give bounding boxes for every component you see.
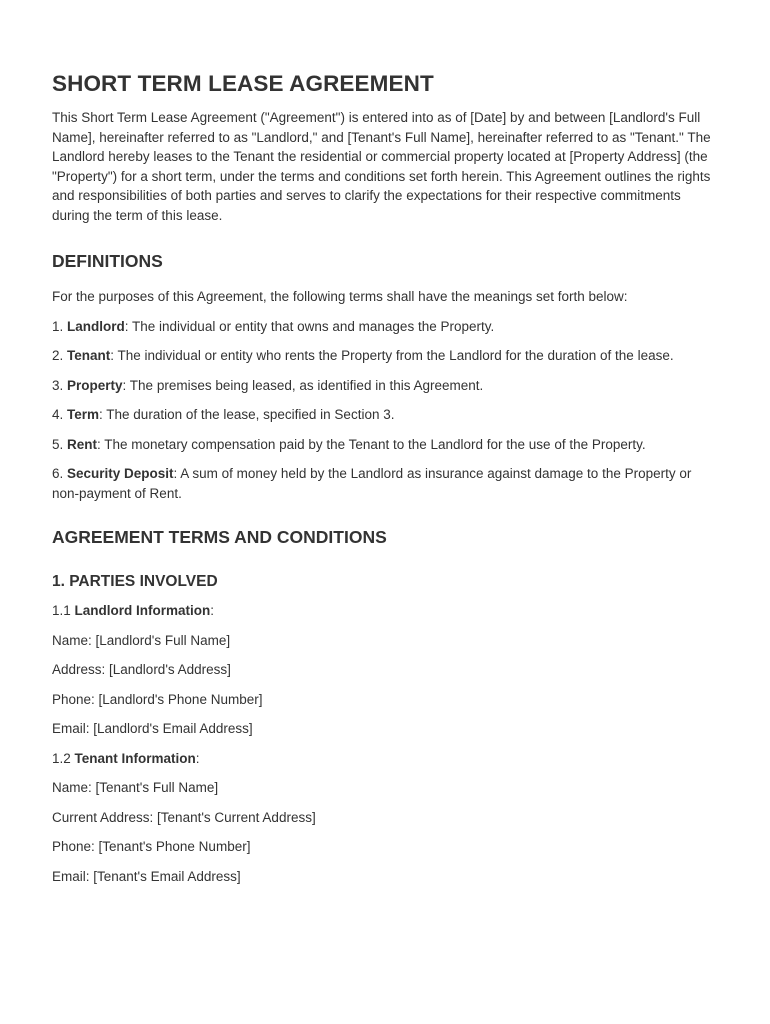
tenant-phone-field: Phone: [Tenant's Phone Number] [52, 839, 251, 854]
section-suffix: : [195, 750, 200, 766]
document-title: SHORT TERM LEASE AGREEMENT [52, 71, 434, 96]
definition-number: 4. [52, 407, 68, 422]
definitions-heading: DEFINITIONS [52, 251, 163, 271]
definition-number: 1. [52, 318, 68, 334]
definition-term: Landlord [67, 318, 125, 334]
landlord-phone-field: Phone: [Landlord's Phone Number] [52, 691, 263, 707]
tenant-email-field: Email: [Tenant's Email Address] [52, 868, 241, 884]
definition-text: : The monetary compensation paid by the Tenant to the Landlord for the use of the Property. [97, 436, 646, 452]
definition-text: : A sum of money held by the Landlord as insurance against damage to the Property or non-payment of Rent. [52, 466, 692, 501]
definition-number: 3. [52, 377, 68, 393]
intro-paragraph: This Short Term Lease Agreement ("Agreement") is entered into as of [Date] by and between [Landlord's Full Name], hereinafter referred to as "Landlord," and [Tenant's Full Name], hereinafter referred to as "Tenant." The Landlord hereby leases to the Tenant the residential or commercial property located at [Property Address] (the "Property") for a short term, under the terms and conditions set forth herein. This Agreement outlines the rights and responsibilities of both parties and serves to clarify the expectations for their respective commitments during the term of this lease. [52, 110, 711, 223]
definition-text: : The individual or entity that owns and manages the Property. [124, 318, 495, 334]
definition-text: : The premises being leased, as identified in this Agreement. [122, 377, 484, 393]
definition-item-rent [52, 435, 712, 455]
tenant-info-heading [52, 749, 712, 769]
definitions-lead: For the purposes of this Agreement, the following terms shall have the meanings set forth below: [52, 289, 628, 304]
definition-item-property [52, 376, 712, 396]
section-label: Landlord Information [74, 603, 211, 618]
definition-item-term [52, 405, 712, 425]
section-number: 1.1 [52, 603, 75, 618]
definition-text: : The individual or entity who rents the Property from the Landlord for the duration of the lease. [110, 348, 674, 363]
document-page [52, 70, 712, 886]
definition-term: Security Deposit [67, 466, 174, 481]
definition-term: Tenant [67, 348, 111, 363]
definition-term: Property [67, 377, 123, 393]
definition-item-tenant [52, 346, 712, 366]
definition-term: Term [67, 407, 100, 422]
landlord-address-field: Address: [Landlord's Address] [52, 662, 231, 677]
definition-item-landlord [52, 317, 712, 337]
tenant-address-field: Current Address: [Tenant's Current Address] [52, 809, 316, 825]
landlord-name-field: Name: [Landlord's Full Name] [52, 632, 231, 648]
parties-involved-heading: 1. PARTIES INVOLVED [52, 573, 218, 590]
landlord-info-heading [52, 601, 712, 621]
definition-number: 2. [52, 348, 68, 363]
landlord-email-field: Email: [Landlord's Email Address] [52, 721, 253, 736]
tenant-name-field: Name: [Tenant's Full Name] [52, 780, 219, 795]
section-suffix: : [210, 603, 215, 618]
definition-number: 5. [52, 436, 68, 452]
definition-number: 6. [52, 466, 68, 481]
definition-term: Rent [67, 436, 98, 452]
agreement-terms-heading: AGREEMENT TERMS AND CONDITIONS [52, 527, 387, 547]
section-label: Tenant Information [74, 750, 196, 766]
section-number: 1.2 [52, 750, 75, 766]
definition-item-security-deposit [52, 464, 712, 503]
definition-text: : The duration of the lease, specified in Section 3. [99, 407, 395, 422]
